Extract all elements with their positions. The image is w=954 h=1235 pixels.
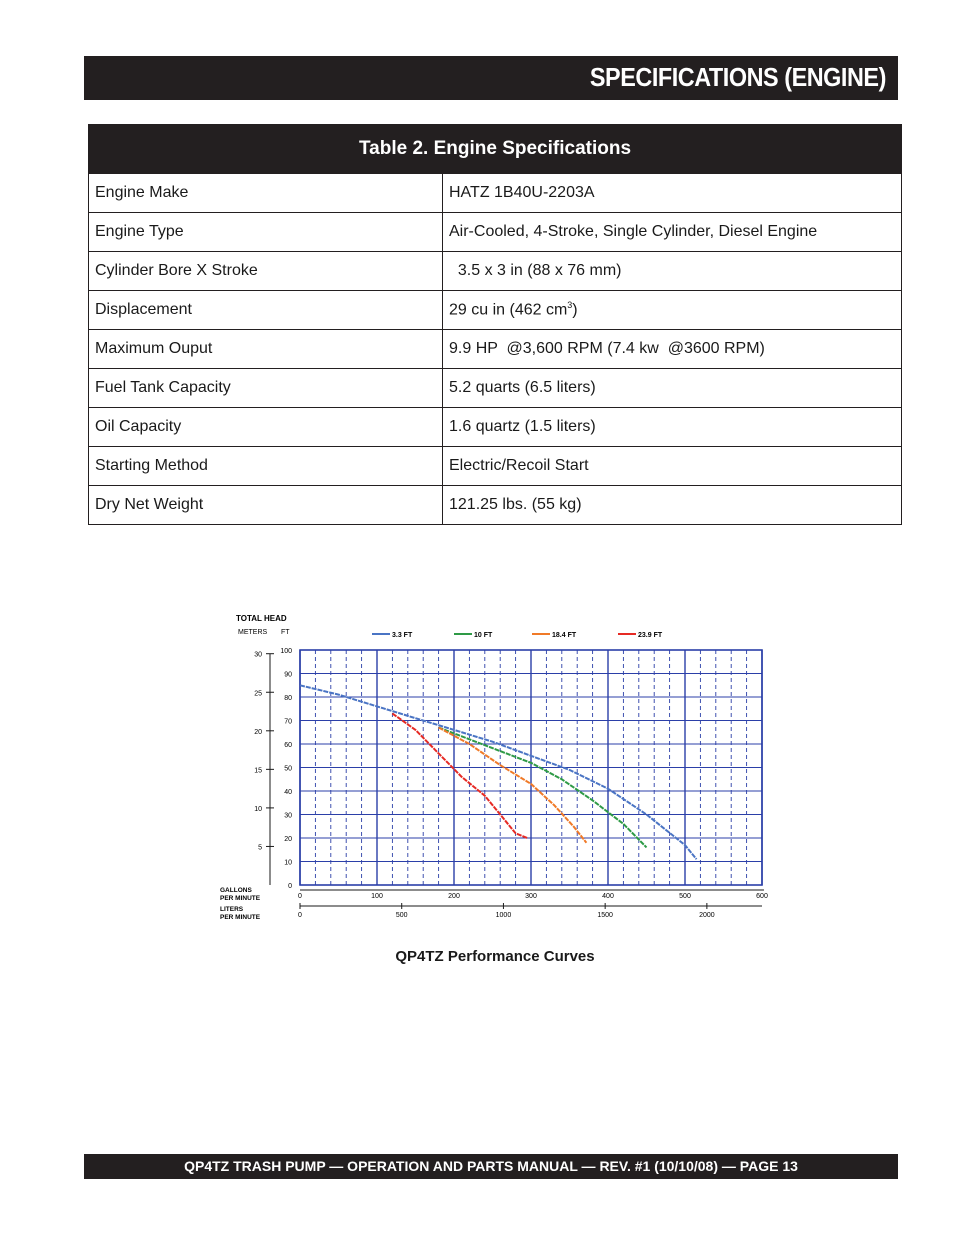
- y-tick-label-ft: 60: [284, 742, 292, 749]
- page-title: SPECIFICATIONS (ENGINE): [589, 62, 886, 92]
- table-row: [89, 369, 902, 408]
- table-row: [89, 252, 902, 291]
- table-row: [89, 291, 902, 330]
- row-value-text: 29 cu in (462 cm: [449, 301, 568, 319]
- chart-title: TOTAL HEAD: [236, 614, 287, 623]
- y-tick-label-ft: 100: [280, 648, 292, 655]
- y-tick-label-meters: 10: [254, 805, 262, 813]
- grid: [300, 650, 762, 885]
- row-value: 1.6 quartz (1.5 liters): [443, 408, 902, 447]
- table-title: Table 2. Engine Specifications: [89, 125, 902, 174]
- y-tick-label-ft: 70: [284, 718, 292, 726]
- row-label: Maximum Ouput: [89, 330, 443, 369]
- y-tick-label-ft: 80: [284, 695, 292, 702]
- series-line: [439, 728, 587, 843]
- x-tick-label-lpm: 1000: [495, 912, 512, 919]
- x-tick-label-gpm: 500: [679, 893, 691, 900]
- chart-caption: QP4TZ Performance Curves: [395, 948, 595, 965]
- y-unit-label-meters: METERS: [238, 629, 268, 636]
- row-label: Engine Make: [89, 174, 443, 213]
- table-row: [89, 174, 902, 213]
- x-axis-label-lpm: LITERS: [220, 906, 244, 913]
- footer-text: QP4TZ TRASH PUMP — OPERATION AND PARTS MANUAL — REV. #1 (10/10/08) — PAGE 13: [184, 1158, 798, 1174]
- row-value-sup: 3: [567, 300, 573, 311]
- row-value: HATZ 1B40U-2203A: [443, 174, 902, 213]
- table-row: [89, 447, 902, 486]
- y-tick-label-meters: 5: [258, 844, 262, 852]
- x-tick-label-lpm: 2000: [699, 912, 715, 919]
- row-label: Starting Method: [89, 447, 443, 486]
- x-tick-label-gpm: 400: [602, 893, 614, 900]
- y-tick-label-ft: 20: [284, 836, 292, 843]
- legend-label: 10 FT: [474, 632, 493, 639]
- y-tick-label-meters: 25: [254, 690, 262, 698]
- row-label: Cylinder Bore X Stroke: [89, 252, 443, 291]
- y-tick-label-ft: 40: [284, 789, 292, 796]
- row-value: 3.5 x 3 in (88 x 76 mm): [443, 252, 902, 291]
- y-tick-label-ft: 50: [284, 765, 292, 773]
- series-line: [439, 728, 647, 848]
- row-value: Air-Cooled, 4-Stroke, Single Cylinder, Diesel Engine: [443, 213, 902, 252]
- table-row: [89, 486, 902, 525]
- row-value-suffix: ): [572, 301, 578, 319]
- legend-label: 23.9 FT: [638, 632, 663, 639]
- engine-spec-table: [88, 124, 902, 525]
- x-tick-label-lpm: 500: [395, 912, 408, 919]
- table-row: [89, 213, 902, 252]
- y-unit-label-ft: FT: [281, 629, 290, 636]
- row-label: Fuel Tank Capacity: [89, 369, 443, 408]
- table-row: [89, 408, 902, 447]
- legend-label: 18.4 FT: [552, 632, 577, 639]
- row-label: Dry Net Weight: [89, 486, 443, 525]
- x-tick-label-lpm: 0: [298, 912, 302, 919]
- legend-label: 3.3 FT: [392, 632, 413, 639]
- y-tick-label-ft: 0: [288, 883, 292, 890]
- row-value: Electric/Recoil Start: [443, 447, 902, 486]
- x-axis-label-lpm: PER MINUTE: [220, 914, 261, 921]
- row-value: 121.25 lbs. (55 kg): [443, 486, 902, 525]
- footer-bar: [84, 1154, 898, 1179]
- performance-chart: [214, 608, 774, 928]
- x-tick-label-gpm: 0: [298, 893, 302, 900]
- row-value: [443, 291, 902, 330]
- row-label: Displacement: [89, 291, 443, 330]
- x-tick-label-lpm: 1500: [597, 912, 613, 919]
- y-tick-label-meters: 30: [254, 651, 262, 659]
- row-label: Engine Type: [89, 213, 443, 252]
- x-tick-label-gpm: 100: [371, 893, 383, 900]
- y-tick-label-ft: 10: [284, 859, 292, 867]
- x-tick-label-gpm: 200: [448, 893, 460, 900]
- header-bar: [84, 56, 898, 100]
- row-value: 5.2 quarts (6.5 liters): [443, 369, 902, 408]
- y-tick-label-meters: 15: [254, 767, 262, 775]
- table-row: [89, 330, 902, 369]
- row-value: 9.9 HP @3,600 RPM (7.4 kw @3600 RPM): [443, 330, 902, 369]
- performance-chart-svg: [214, 608, 774, 928]
- series-line: [300, 685, 697, 859]
- row-label: Oil Capacity: [89, 408, 443, 447]
- y-tick-label-ft: 30: [284, 812, 292, 820]
- x-tick-label-gpm: 300: [525, 893, 537, 900]
- x-tick-label-gpm: 600: [756, 893, 768, 900]
- x-axis-label-gpm: PER MINUTE: [220, 895, 261, 902]
- y-tick-label-meters: 20: [254, 728, 262, 736]
- x-axis-label-gpm: GALLONS: [220, 887, 252, 894]
- y-tick-label-ft: 90: [284, 671, 292, 679]
